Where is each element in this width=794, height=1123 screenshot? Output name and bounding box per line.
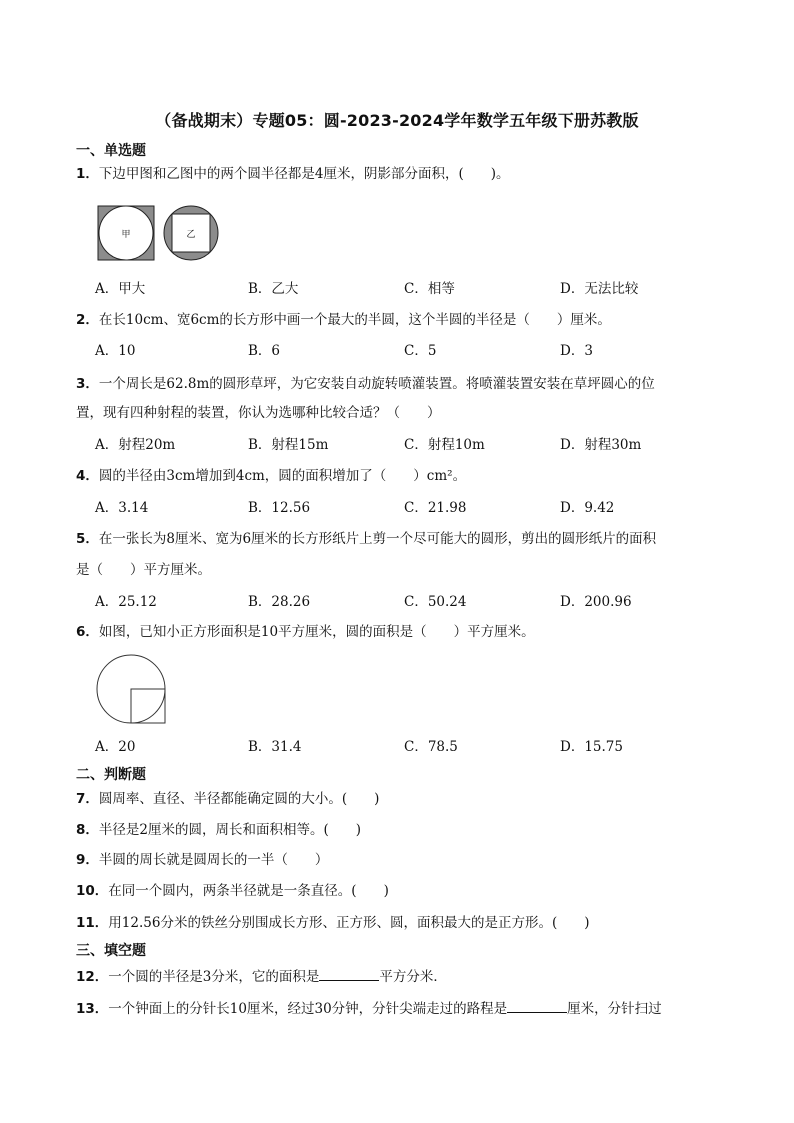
option-d[interactable]: D．9.42 [560,500,615,516]
question-number: 9． [76,852,99,868]
question-number: 13． [76,1001,109,1017]
question-text: 在长10cm、宽6cm的长方形中画一个最大的半圆，这个半圆的半径是（ ）厘米。 [98,312,611,328]
question-11 [76,913,589,933]
question-text: 半径是2厘米的圆，周长和面积相等。( ) [98,822,362,838]
question-number: 2． [76,312,99,328]
option-d[interactable]: D．200.96 [560,594,632,610]
figure-circle-square [96,653,170,727]
option-d[interactable]: D．射程30m [560,437,642,453]
question-number: 11． [76,915,109,931]
question-6 [76,622,535,642]
option-c[interactable]: C．相等 [404,281,455,297]
option-a[interactable]: A．25.12 [95,594,157,610]
option-b[interactable]: B．乙大 [248,281,299,297]
question-number: 5． [76,531,99,547]
question-number: 4． [76,468,99,484]
figure-yi-label: 乙 [186,230,196,240]
question-7 [76,789,379,809]
question-text: 一个钟面上的分针长10厘米，经过30分钟，分针尖端走过的路程是 [108,1001,508,1017]
question-text: 圆周率、直径、半径都能确定圆的大小。( ) [98,791,380,807]
question-number: 6． [76,624,99,640]
question-number: 8． [76,822,99,838]
option-b[interactable]: B．28.26 [248,594,311,610]
question-5 [76,529,656,549]
option-a[interactable]: A．20 [95,739,136,755]
question-number: 1． [76,166,99,182]
question-text: 一个周长是62.8m的圆形草坪，为它安装自动旋转喷灌装置。将喷灌装置安装在草坪圆心的位 [98,376,655,392]
section-heading-true-false: 二、判断题 [76,767,146,783]
question-text: 圆的半径由3cm增加到4cm，圆的面积增加了（ ）cm²。 [98,468,467,484]
question-text-end: 平方分米． [379,969,447,985]
option-d[interactable]: D．无法比较 [560,281,639,297]
figure-yi [162,205,220,261]
question-4-options [95,498,735,518]
question-text: 在一张长为8厘米、宽为6厘米的长方形纸片上剪一个尽可能大的圆形，剪出的圆形纸片的面积 [98,531,657,547]
question-1-options [95,279,735,299]
question-text: 下边甲图和乙图中的两个圆半径都是4厘米，阴影部分面积，( )。 [98,166,510,182]
question-12 [76,966,447,987]
question-number: 7． [76,791,99,807]
option-d[interactable]: D．3 [560,343,593,359]
question-number: 3． [76,376,99,392]
option-b[interactable]: B．31.4 [248,739,302,755]
question-text-end: 厘米，分针扫过 [567,1001,662,1017]
question-text: 用12.56分米的铁丝分别围成长方形、正方形、圆，面积最大的是正方形。( ) [108,915,590,931]
option-a[interactable]: A．甲大 [95,281,146,297]
question-2-options [95,341,735,361]
option-a[interactable]: A．3.14 [95,500,149,516]
question-3-continued: 置，现有四种射程的装置，你认为选哪种比较合适？（ ） [76,405,441,421]
question-9 [76,850,328,870]
option-c[interactable]: C．21.98 [404,500,467,516]
figure-jia [97,205,155,261]
question-1 [76,164,510,184]
question-text: 一个圆的半径是3分米，它的面积是 [108,969,320,985]
question-3 [76,374,655,394]
option-d[interactable]: D．15.75 [560,739,623,755]
question-8 [76,820,361,840]
question-10 [76,881,389,901]
question-text: 在同一个圆内，两条半径就是一条直径。( ) [108,883,389,899]
question-6-options [95,737,735,757]
option-b[interactable]: B．射程15m [248,437,329,453]
question-5-continued: 是（ ）平方厘米。 [76,562,211,578]
question-number: 12． [76,969,109,985]
option-a[interactable]: A．10 [95,343,136,359]
option-b[interactable]: B．6 [248,343,281,359]
question-number: 10． [76,883,109,899]
question-4 [76,466,466,486]
figure-jia-label: 甲 [121,230,131,240]
section-heading-fill-blank: 三、填空题 [76,943,146,959]
question-13 [76,998,662,1019]
question-2 [76,310,611,330]
section-heading-single-choice: 一、单选题 [76,143,146,159]
option-a[interactable]: A．射程20m [95,437,176,453]
option-c[interactable]: C．50.24 [404,594,467,610]
question-5-options [95,592,735,612]
option-c[interactable]: C．射程10m [404,437,485,453]
question-text: 半圆的周长就是圆周长的一半（ ） [98,852,329,868]
page-title: （备战期末）专题05：圆-2023-2024学年数学五年级下册苏教版 [155,111,639,130]
answer-blank[interactable] [319,966,379,981]
answer-blank[interactable] [507,998,567,1013]
option-c[interactable]: C．5 [404,343,437,359]
option-b[interactable]: B．12.56 [248,500,311,516]
option-c[interactable]: C．78.5 [404,739,458,755]
question-text: 如图，已知小正方形面积是10平方厘米，圆的面积是（ ）平方厘米。 [98,624,535,640]
question-3-options [95,435,735,455]
